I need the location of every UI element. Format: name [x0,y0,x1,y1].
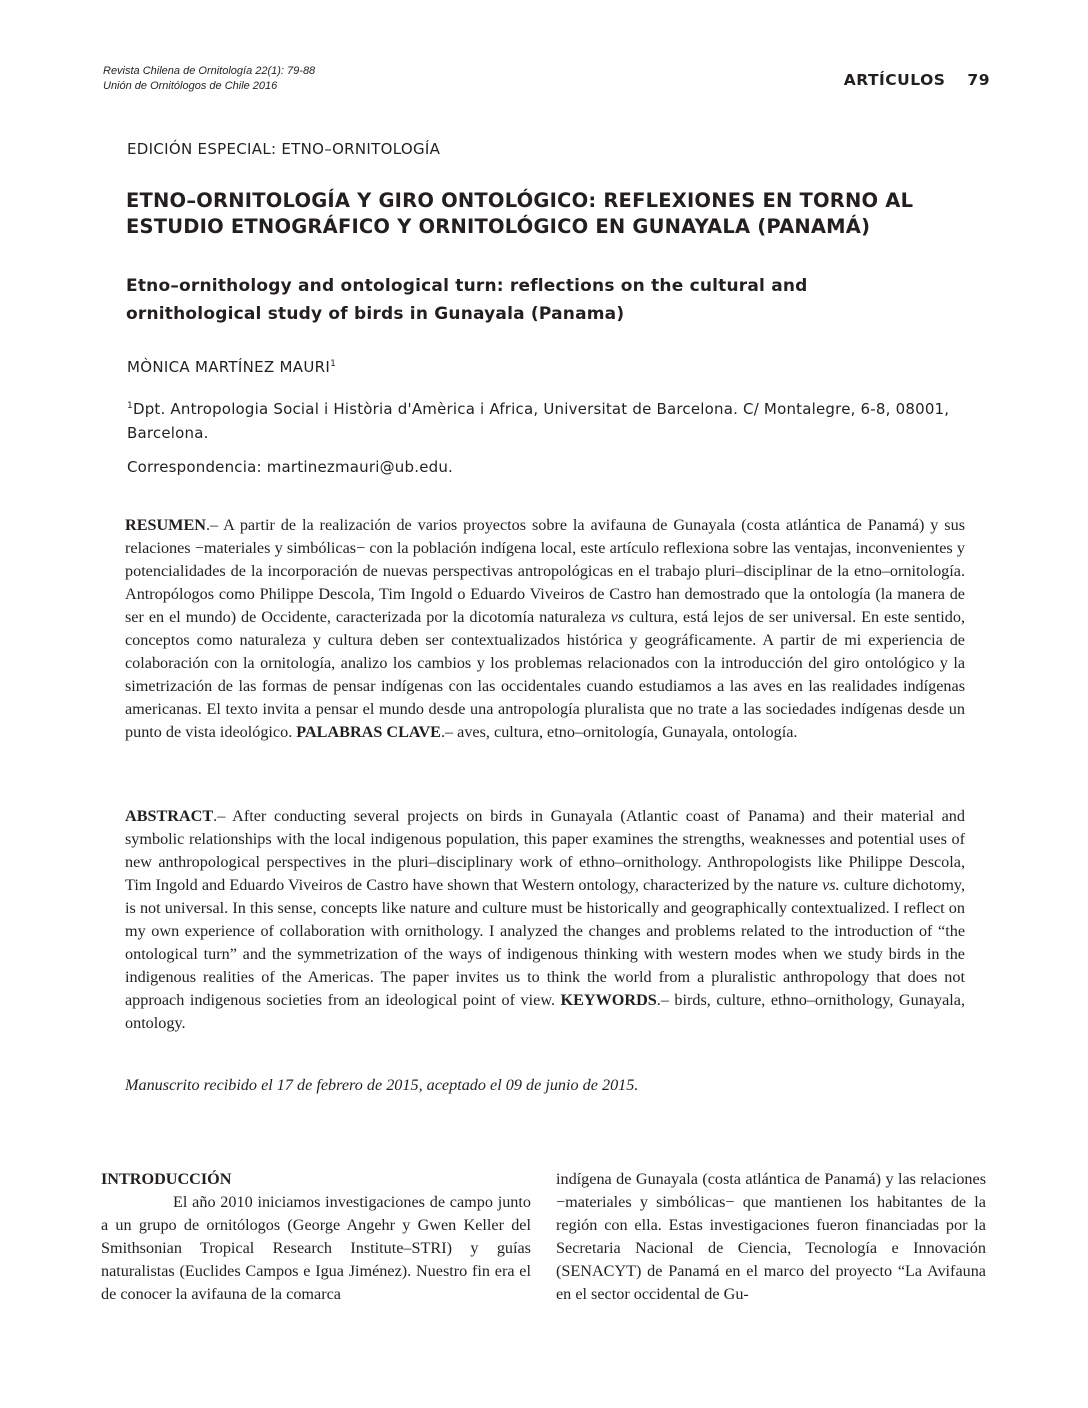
section-label: ARTÍCULOS [843,71,946,89]
resumen-vs: vs [610,608,625,626]
title-spanish: ETNO–ORNITOLOGÍA Y GIRO ONTOLÓGICO: REFLEXIONES EN TORNO AL ESTUDIO ETNOGRÁFICO Y ORNITOLÓGICO EN GUNAYALA (PANAMÁ) [126,189,914,238]
journal-citation: Revista Chilena de Ornitología 22(1): 79-88 [103,65,316,77]
title-english: Etno–ornithology and ontological turn: reflections on the cultural and ornithological study of birds in Gunayala (Panama) [126,276,808,324]
abstract-label: ABSTRACT [125,807,214,825]
section-heading-introduccion: INTRODUCCIÓN [101,1170,232,1188]
affiliation-text: Dpt. Antropologia Social i Història d'Amèrica i Africa, Universitat de Barcelona. C/ Montalegre, 6-8, 08001, Barcelona. [127,400,950,442]
abstract-vs: vs. [822,876,840,894]
resumen-text-part1: .– A partir de la realización de varios proyectos sobre la avifauna de Gunayala (costa atlántica de Panamá) y sus relaciones −materiales y simbólicas− con la población indígena local, este artículo reflexiona sobre las ventajas, inconvenientes y potencialidades de la incorporación de nuevas perspectivas antropológicas en el trabajo pluri–disciplinar de la etno–ornitología. Antropólogos como Philippe Descola, Tim Ingold o Eduardo Viveiros de Castro han demostrado que la ontología (la manera de ser en el mundo) de Occidente, caracterizada por la dicotomía naturaleza [125,516,965,626]
author-name: MÒNICA MARTÍNEZ MAURI [127,358,331,376]
page-number: 79 [967,71,990,89]
abstract-text-part1: .– After conducting several projects on birds in Gunayala (Atlantic coast of Panama) and their material and symbolic relationships with the local indigenous population, this paper examines the strengths, weaknesses and potential uses of new anthropological perspectives in the pluri–disciplinary work of ethno–ornithology. Anthropologists like Philippe Descola, Tim Ingold and Eduardo Viveiros de Castro have shown that Western ontology, characterized by the nature [125,807,965,894]
affiliation-superscript: 1 [127,401,133,411]
special-edition-label: EDICIÓN ESPECIAL: ETNO–ORNITOLOGÍA [127,140,441,158]
author [127,358,336,376]
palabras-clave-text: .– aves, cultura, etno–ornitología, Gunayala, ontología. [440,723,798,741]
resumen-text-part2: cultura, está lejos de ser universal. En este sentido, conceptos como naturaleza y cultura deben ser contextualizados histórica y geográficamente. A partir de mi experiencia de colaboración con la ornitología, analizo los cambios y los problemas relacionados con la introducción del giro ontológico y la simetrización de las formas de pensar indígenas con las occidentales cuando estudiamos a las aves en las realidades indígenas americanas. El texto invita a pensar el mundo desde una antropología pluralista que no trate a las sociedades indígenas desde un punto de vista ideológico. [125,608,965,741]
running-header [844,71,990,89]
intro-paragraph-left: El año 2010 iniciamos investigaciones de campo junto a un grupo de ornitólogos (George Angehr y Gwen Keller del Smithsonian Tropical Research Institute–STRI) y guías naturalistas (Euclides Campos e Igua Jiménez). Nuestro fin era el de conocer la avifauna de la comarca [101,1193,531,1303]
resumen-label: RESUMEN [125,516,206,534]
resumen-paragraph [125,514,965,744]
author-affiliation [127,394,967,445]
intro-paragraph-right: indígena de Gunayala (costa atlántica de Panamá) y las relaciones −materiales y simbólicas− que mantienen los habitantes de la región con ella. Estas investigaciones fueron financiadas por la Secretaria Nacional de Ciencia, Tecnología e Innovación (SENACYT) de Panamá en el marco del proyecto “La Avifauna en el sector occidental de Gu- [556,1170,986,1303]
keywords-label: KEYWORDS [560,991,657,1009]
journal-publisher: Unión de Ornitólogos de Chile 2016 [103,80,278,92]
body-column-left [101,1168,531,1306]
manuscript-dates: Manuscrito recibido el 17 de febrero de 2015, aceptado el 09 de junio de 2015. [125,1076,639,1094]
journal-info [103,64,315,94]
keywords-text: .– birds, culture, ethno–ornithology, Gunayala, ontology. [125,991,965,1032]
abstract-text-part2: culture dichotomy, is not universal. In this sense, concepts like nature and culture must be historically and geographically contextualized. I reflect on my own experience of collaboration with ornithology. I analyzed the changes and problems related to the introduction of “the ontological turn” and the symmetrization of the ways of indigenous thinking with western modes when we study birds in the indigenous realities of the Americas. The paper invites us to think the world from a pluralistic anthropology that does not approach indigenous societies from an ideological point of view. [125,876,965,1009]
palabras-clave-label: PALABRAS CLAVE [296,723,441,741]
abstract-paragraph [125,805,965,1035]
author-superscript: 1 [330,359,337,369]
correspondence-email: Correspondencia: martinezmauri@ub.edu. [127,458,454,476]
body-column-right [556,1168,986,1306]
